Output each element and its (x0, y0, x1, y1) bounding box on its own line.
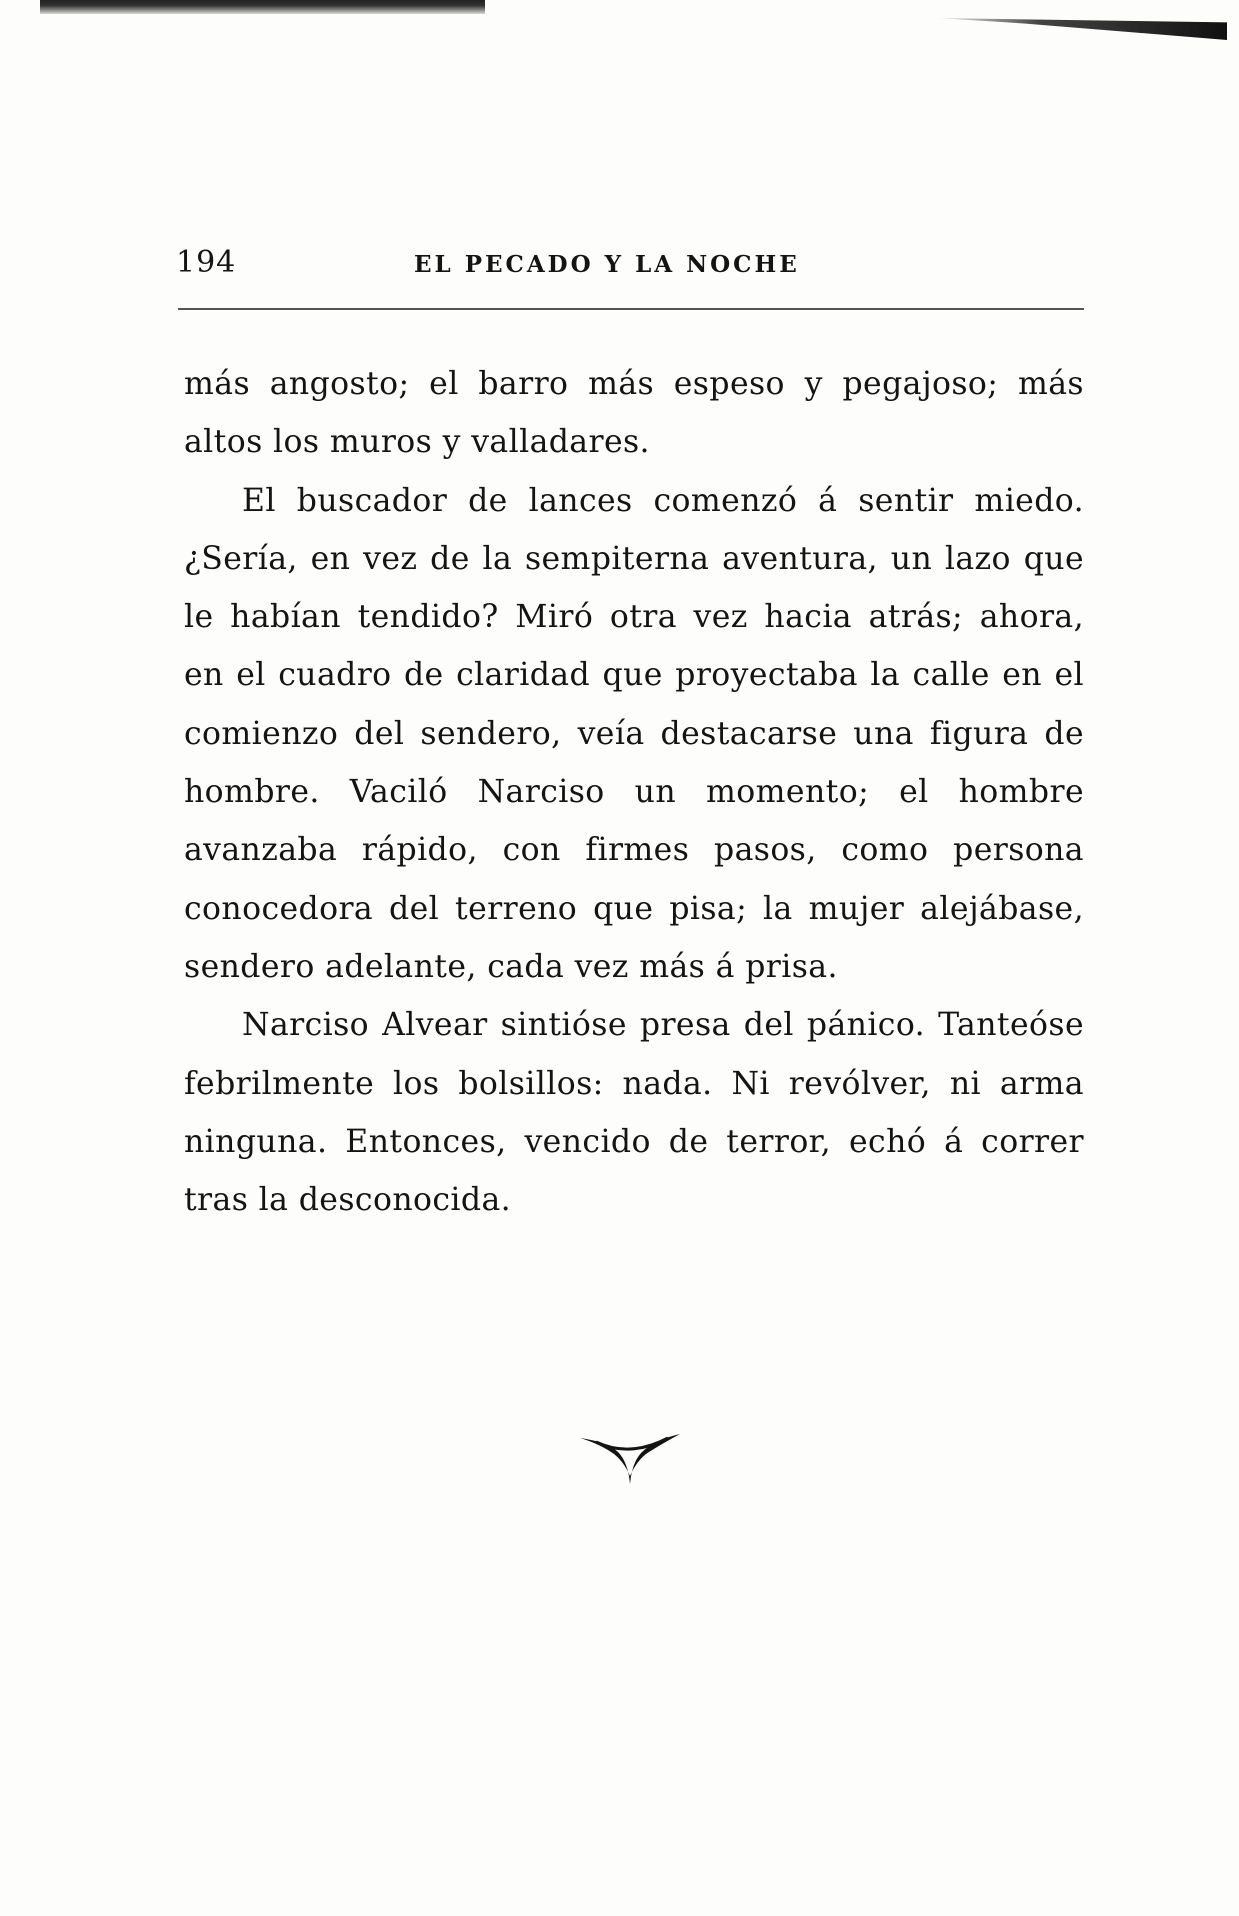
paragraph: El buscador de lances comenzó á sentir miedo. ¿Sería, en vez de la sempiterna aventura, un lazo que le habían tendido? Miró otra vez hacia atrás; ahora, en el cuadro de claridad que proyectaba la calle en el comienzo del sendero, veía destacarse una figura de hombre. Vaciló Narciso un momento; el hombre avanzaba rápido, con firmes pasos, como persona conocedora del terreno que pisa; la mujer alejábase, sendero adelante, cada vez más á prisa. (184, 482, 1084, 985)
body-text (184, 355, 1084, 1229)
page-header (176, 245, 1084, 285)
paragraph: Narciso Alvear sintióse presa del pánico. Tanteóse febrilmente los bolsillos: nada. Ni revólver, ni arma ninguna. Entonces, vencido de terror, echó á correr tras la desconocida. (184, 1007, 1084, 1219)
scan-edge-shadow-right (937, 18, 1227, 40)
page-number: 194 (176, 245, 237, 280)
running-title: EL PECADO Y LA NOCHE (414, 251, 800, 278)
end-ornament-icon (578, 1428, 682, 1486)
scan-edge-shadow-left (40, 0, 485, 14)
header-rule (178, 308, 1084, 310)
paragraph-continuation: más angosto; el barro más espeso y pegajoso; más altos los muros y valladares. (184, 366, 1084, 461)
